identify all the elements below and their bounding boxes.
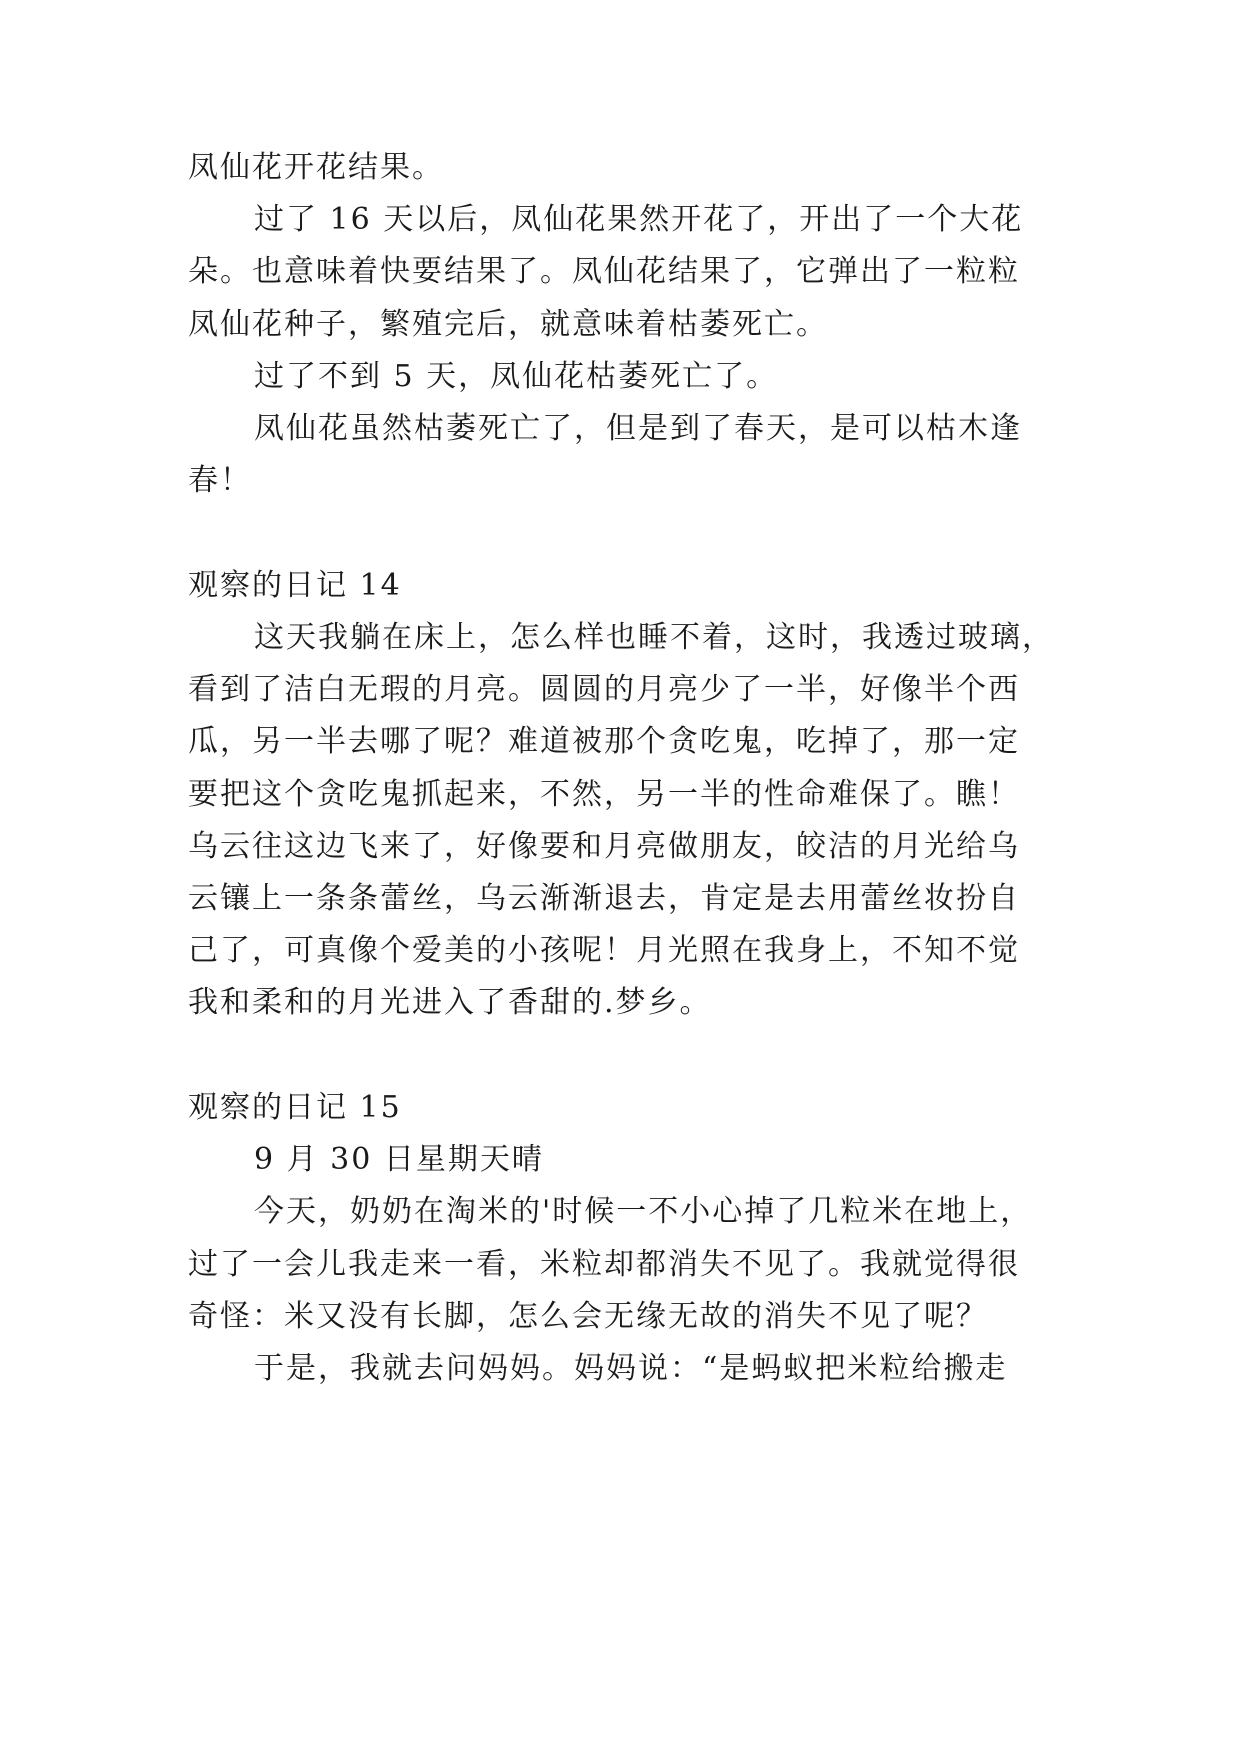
text-line: 过了 16 天以后，凤仙花果然开花了，开出了一个大花	[254, 202, 1024, 237]
text-line: 云镶上一条条蕾丝，乌云渐渐退去，肯定是去用蕾丝妆扮自	[188, 881, 1020, 916]
diary-date: 9 月 30 日星期天晴	[254, 1142, 544, 1177]
text-line: 于是，我就去问妈妈。妈妈说：“是蚂蚁把米粒给搬走	[254, 1351, 1008, 1386]
section-heading: 观察的日记 15	[188, 1090, 402, 1125]
text-line: 今天，奶奶在淘米的'时候一不小心掉了几粒米在地上，	[254, 1194, 1033, 1229]
text-line: 乌云往这边飞来了，好像要和月亮做朋友，皎洁的月光给乌	[188, 829, 1020, 864]
text-line: 凤仙花虽然枯萎死亡了，但是到了春天，是可以枯木逢	[254, 411, 1022, 446]
text-line: 朵。也意味着快要结果了。凤仙花结果了，它弹出了一粒粒	[188, 254, 1020, 289]
text-line: 瓜，另一半去哪了呢？难道被那个贪吃鬼，吃掉了，那一定	[188, 724, 1020, 759]
text-line: 我和柔和的月光进入了香甜的.梦乡。	[188, 985, 712, 1020]
text-line: 己了，可真像个爱美的小孩呢！月光照在我身上，不知不觉	[188, 933, 1020, 968]
text-line: 这天我躺在床上，怎么样也睡不着，这时，我透过玻璃，	[254, 620, 1054, 655]
text-line: 春！	[188, 463, 252, 498]
text-line: 要把这个贪吃鬼抓起来，不然，另一半的性命难保了。瞧！	[188, 777, 1020, 812]
text-line: 凤仙花开花结果。	[188, 150, 444, 185]
text-line: 看到了洁白无瑕的月亮。圆圆的月亮少了一半，好像半个西	[188, 672, 1020, 707]
text-line: 奇怪：米又没有长脚，怎么会无缘无故的消失不见了呢？	[188, 1299, 988, 1334]
text-line: 过了一会儿我走来一看，米粒却都消失不见了。我就觉得很	[188, 1247, 1020, 1282]
text-line: 过了不到 5 天，凤仙花枯萎死亡了。	[254, 359, 779, 394]
text-line: 凤仙花种子，繁殖完后，就意味着枯萎死亡。	[188, 307, 828, 342]
section-heading: 观察的日记 14	[188, 568, 402, 603]
